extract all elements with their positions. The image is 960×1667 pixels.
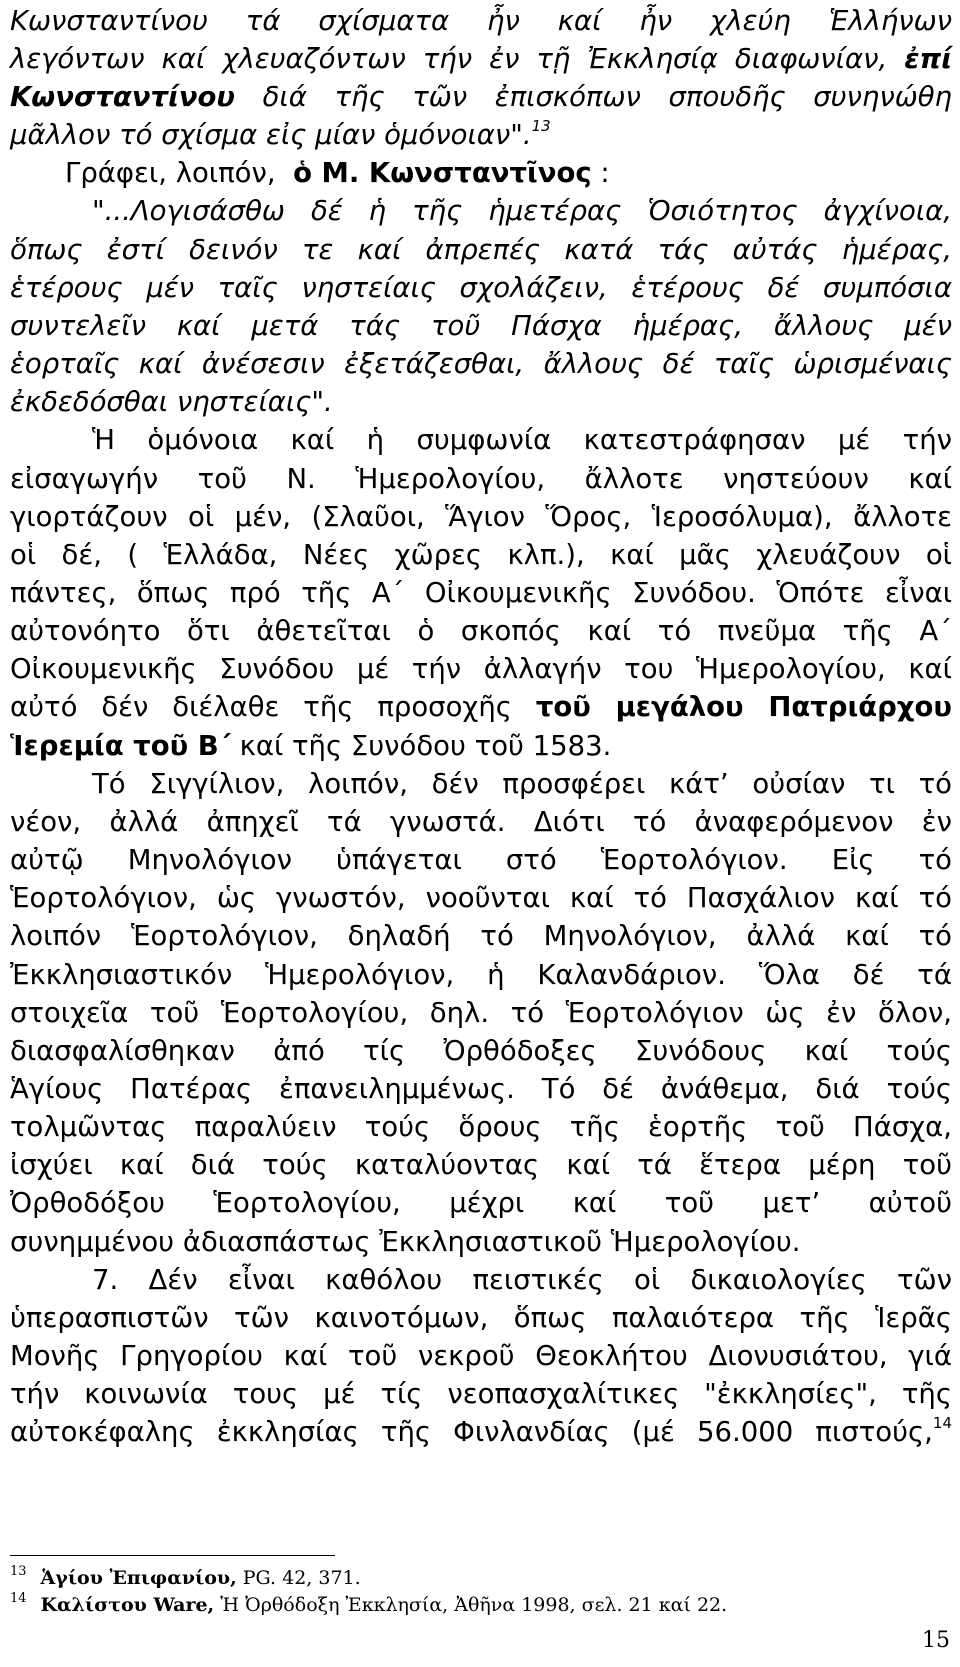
page-number: 15 [922,1628,950,1653]
text-line: οἱ δέ, ( Ἑλλάδα, Νέες χῶρες κλπ.), καί μᾶς χλευάζουν οἱ [10,539,952,571]
text-line: Ἑορτολόγιον, ὡς γνωστόν, νοοῦνται καί τό Πασχάλιον καί τό [10,882,952,914]
text-line: στοιχεῖα τοῦ Ἑορτολογίου, δηλ. τό Ἑορτολόγιον ὡς ἐν ὅλον, [10,997,952,1029]
text-line: Μονῆς Γρηγορίου καί τοῦ νεκροῦ Θεοκλήτου Διονυσιάτου, γιά [10,1340,952,1372]
text-line: Κωνσταντίνου διά τῆς τῶν ἐπισκόπων σπουδῆς συνηνώθη [10,81,952,113]
text-line: αὐτῷ Μηνολόγιον ὑπάγεται στό Ἑορτολόγιον. Εἰς τό [10,844,952,876]
text-line: λοιπόν Ἑορτολόγιον, δηλαδή τό Μηνολόγιον, ἀλλά καί τό [10,920,952,952]
footnote-number: 14 [10,1591,27,1606]
footnote-separator [10,1555,335,1556]
text-line: πάντες, ὅπως πρό τῆς Α΄ Οἰκουμενικῆς Συνόδου. Ὁπότε εἶναι [10,577,952,609]
text-line: αὐτό δέν διέλαθε τῆς προσοχῆς τοῦ μεγάλου Πατριάρχου [10,691,952,723]
text-line: ὑπερασπιστῶν τῶν καινοτόμων, ὅπως παλαιότερα τῆς Ἱερᾶς [10,1302,952,1334]
text-line: αὐτοκέφαλης ἐκκλησίας τῆς Φινλανδίας (μέ 56.000 πιστούς,$^{14}$ [10,1414,952,1448]
footnote: $^{13}$ Ἁγίου Ἐπιφανίου, PG. 42, 371. [10,1564,361,1589]
text-line: εἰσαγωγήν τοῦ Ν. Ἡμερολογίου, ἄλλοτε νηστεύουν καί [10,463,952,495]
text-line: Ἁγίους Πατέρας ἐπανειλημμένως. Τό δέ ἀνάθεμα, διά τούς [10,1073,952,1105]
text-line: ἑορταῖς καί ἀνέσεσιν ἐξετάζεσθαι, ἄλλους δέ ταῖς ὡρισμέναις [10,348,952,380]
text-line: 7. Δέν εἶναι καθόλου πειστικές οἱ δικαιολογίες τῶν [92,1264,952,1296]
text-line: Ἱερεμία τοῦ Β΄ καί τῆς Συνόδου τοῦ 1583. [10,730,612,762]
text-line: "...Λογισάσθω δέ ἡ τῆς ἡμετέρας Ὁσιότητος ἀγχίνοια, [92,195,952,227]
text-line: Ἐκκλησιαστικόν Ἡμερολόγιον, ἡ Καλανδάριον. Ὅλα δέ τά [10,959,952,991]
footnote-number: 13 [10,1564,27,1579]
text-line: διασφαλίσθηκαν ἀπό τίς Ὀρθόδοξες Συνόδους καί τούς [10,1035,952,1067]
text-line: Ὀρθοδόξου Ἑορτολογίου, μέχρι καί τοῦ μετ’ αὐτοῦ [10,1187,952,1219]
text-line: ἐκδεδόσθαι νηστείαις". [10,386,333,418]
text-line: μᾶλλον τό σχίσμα εἰς μίαν ὁμόνοιαν".$^{13}$ [10,117,551,151]
text-line: Ἡ ὁμόνοια καί ἡ συμφωνία κατεστράφησαν μέ τήν [92,424,952,456]
footnote: $^{14}$ Καλίστου Ware, Ἡ Ὀρθόδοξη Ἐκκλησία, Ἀθῆνα 1998, σελ. 21 καί 22. [10,1591,728,1616]
text-line: λεγόντων καί χλευαζόντων τήν ἐν τῇ Ἐκκλησίᾳ διαφωνίαν, ἐπί [10,43,952,75]
text-line: ἰσχύει καί διά τούς καταλύοντας καί τά ἕτερα μέρη τοῦ [10,1149,952,1181]
text-line: τολμῶντας παραλύειν τούς ὅρους τῆς ἑορτῆς τοῦ Πάσχα, [10,1111,952,1143]
text-line: συνημμένου ἀδιασπάστως Ἐκκλησιαστικοῦ Ἡμερολογίου. [10,1226,801,1258]
text-line: Οἰκουμενικῆς Συνόδου μέ τήν ἀλλαγήν του Ἡμερολογίου, καί [10,653,952,685]
footnote-ref: 13 [531,117,551,135]
text-line: ὅπως ἐστί δεινόν τε καί ἀπρεπές κατά τάς αὐτάς ἡμέρας, [10,234,952,266]
text-line: Τό Σιγγίλιον, λοιπόν, δέν προσφέρει κάτ’ οὐσίαν τι τό [92,768,952,800]
text-line: Κωνσταντίνου τά σχίσματα ἦν καί ἦν χλεύη Ἑλλήνων [10,5,952,37]
text-line: νέον, ἀλλά ἀπηχεῖ τά γνωστά. Διότι τό ἀναφερόμενον ἐν [10,806,952,838]
text-line: γιορτάζουν οἱ μέν, (Σλαῦοι, Ἅγιον Ὅρος, Ἱεροσόλυμα), ἄλλοτε [10,501,952,533]
text-line: αὐτονόητο ὅτι ἀθετεῖται ὁ σκοπός καί τό πνεῦμα τῆς Α΄ [10,615,952,647]
text-line: ἑτέρους μέν ταῖς νηστείαις σχολάζειν, ἑτέρους δέ συμπόσια [10,272,952,304]
text-line: Γράφει, λοιπόν, ὁ Μ. Κωνσταντῖνος : [65,157,610,189]
text-line: τήν κοινωνία τους μέ τίς νεοπασχαλίτικες "ἐκκλησίες", τῆς [10,1378,952,1410]
text-line: συντελεῖν καί μετά τάς τοῦ Πάσχα ἡμέρας, ἄλλους μέν [10,310,952,342]
footnote-ref: 14 [932,1414,952,1432]
